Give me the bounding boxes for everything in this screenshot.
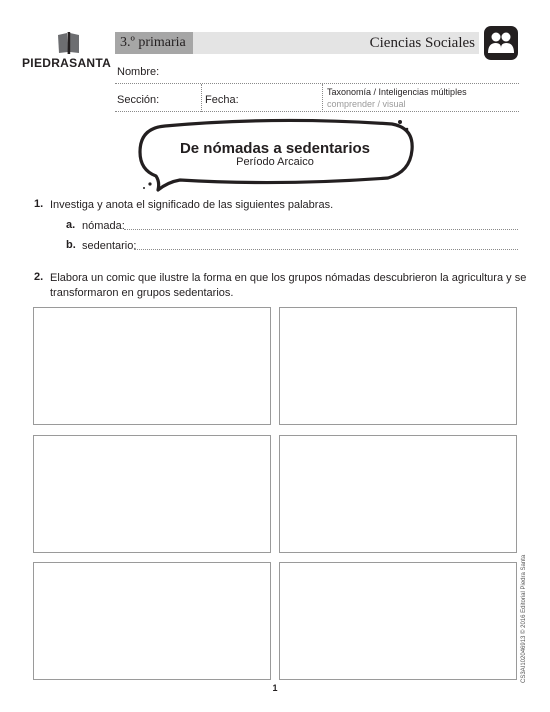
divider (201, 84, 202, 112)
copyright-code: CS3AI102046913 © 2016 Editorial Piedra Santa (521, 554, 527, 683)
worksheet-subtitle: Período Arcaico (236, 156, 314, 168)
taxonomy-values: comprender / visual (327, 99, 406, 109)
item-label: sedentario: (82, 240, 137, 252)
page-number: 1 (272, 683, 278, 693)
question-text: transformaron en grupos sedentarios. (50, 287, 234, 299)
section-date-row (115, 84, 519, 112)
section-label: Sección: (117, 94, 160, 106)
question-number: 2. (34, 271, 44, 283)
comic-panel[interactable] (33, 435, 271, 553)
date-label: Fecha: (205, 94, 239, 106)
header-band (115, 32, 479, 54)
item-letter: a. (66, 219, 76, 231)
name-label: Nombre: (117, 66, 160, 78)
question-text: Elabora un comic que ilustre la forma en que los grupos nómadas descubrieron la agricultura y se (50, 272, 527, 284)
comic-panel[interactable] (279, 562, 517, 680)
item-label: nómada: (82, 220, 125, 232)
comic-panel[interactable] (33, 307, 271, 425)
publisher-name: PIEDRASANTA (22, 56, 112, 70)
name-row[interactable] (115, 54, 519, 84)
question-text: Investiga y anota el significado de las siguientes palabras. (50, 199, 334, 211)
taxonomy-label: Taxonomía / Inteligencias múltiples (327, 87, 467, 97)
comic-panel[interactable] (279, 307, 517, 425)
grade-label: 3.º primaria (115, 32, 193, 54)
comic-panel[interactable] (279, 435, 517, 553)
divider (322, 84, 323, 112)
question-number: 1. (34, 198, 44, 210)
worksheet-title: De nómadas a sedentarios (179, 140, 371, 157)
publisher-logo (22, 32, 114, 72)
item-letter: b. (66, 239, 76, 251)
book-icon (57, 32, 81, 54)
subject-title: Ciencias Sociales (369, 35, 475, 51)
comic-panel[interactable] (33, 562, 271, 680)
answer-line-nomada[interactable] (124, 229, 518, 230)
answer-line-sedentario[interactable] (134, 249, 518, 250)
